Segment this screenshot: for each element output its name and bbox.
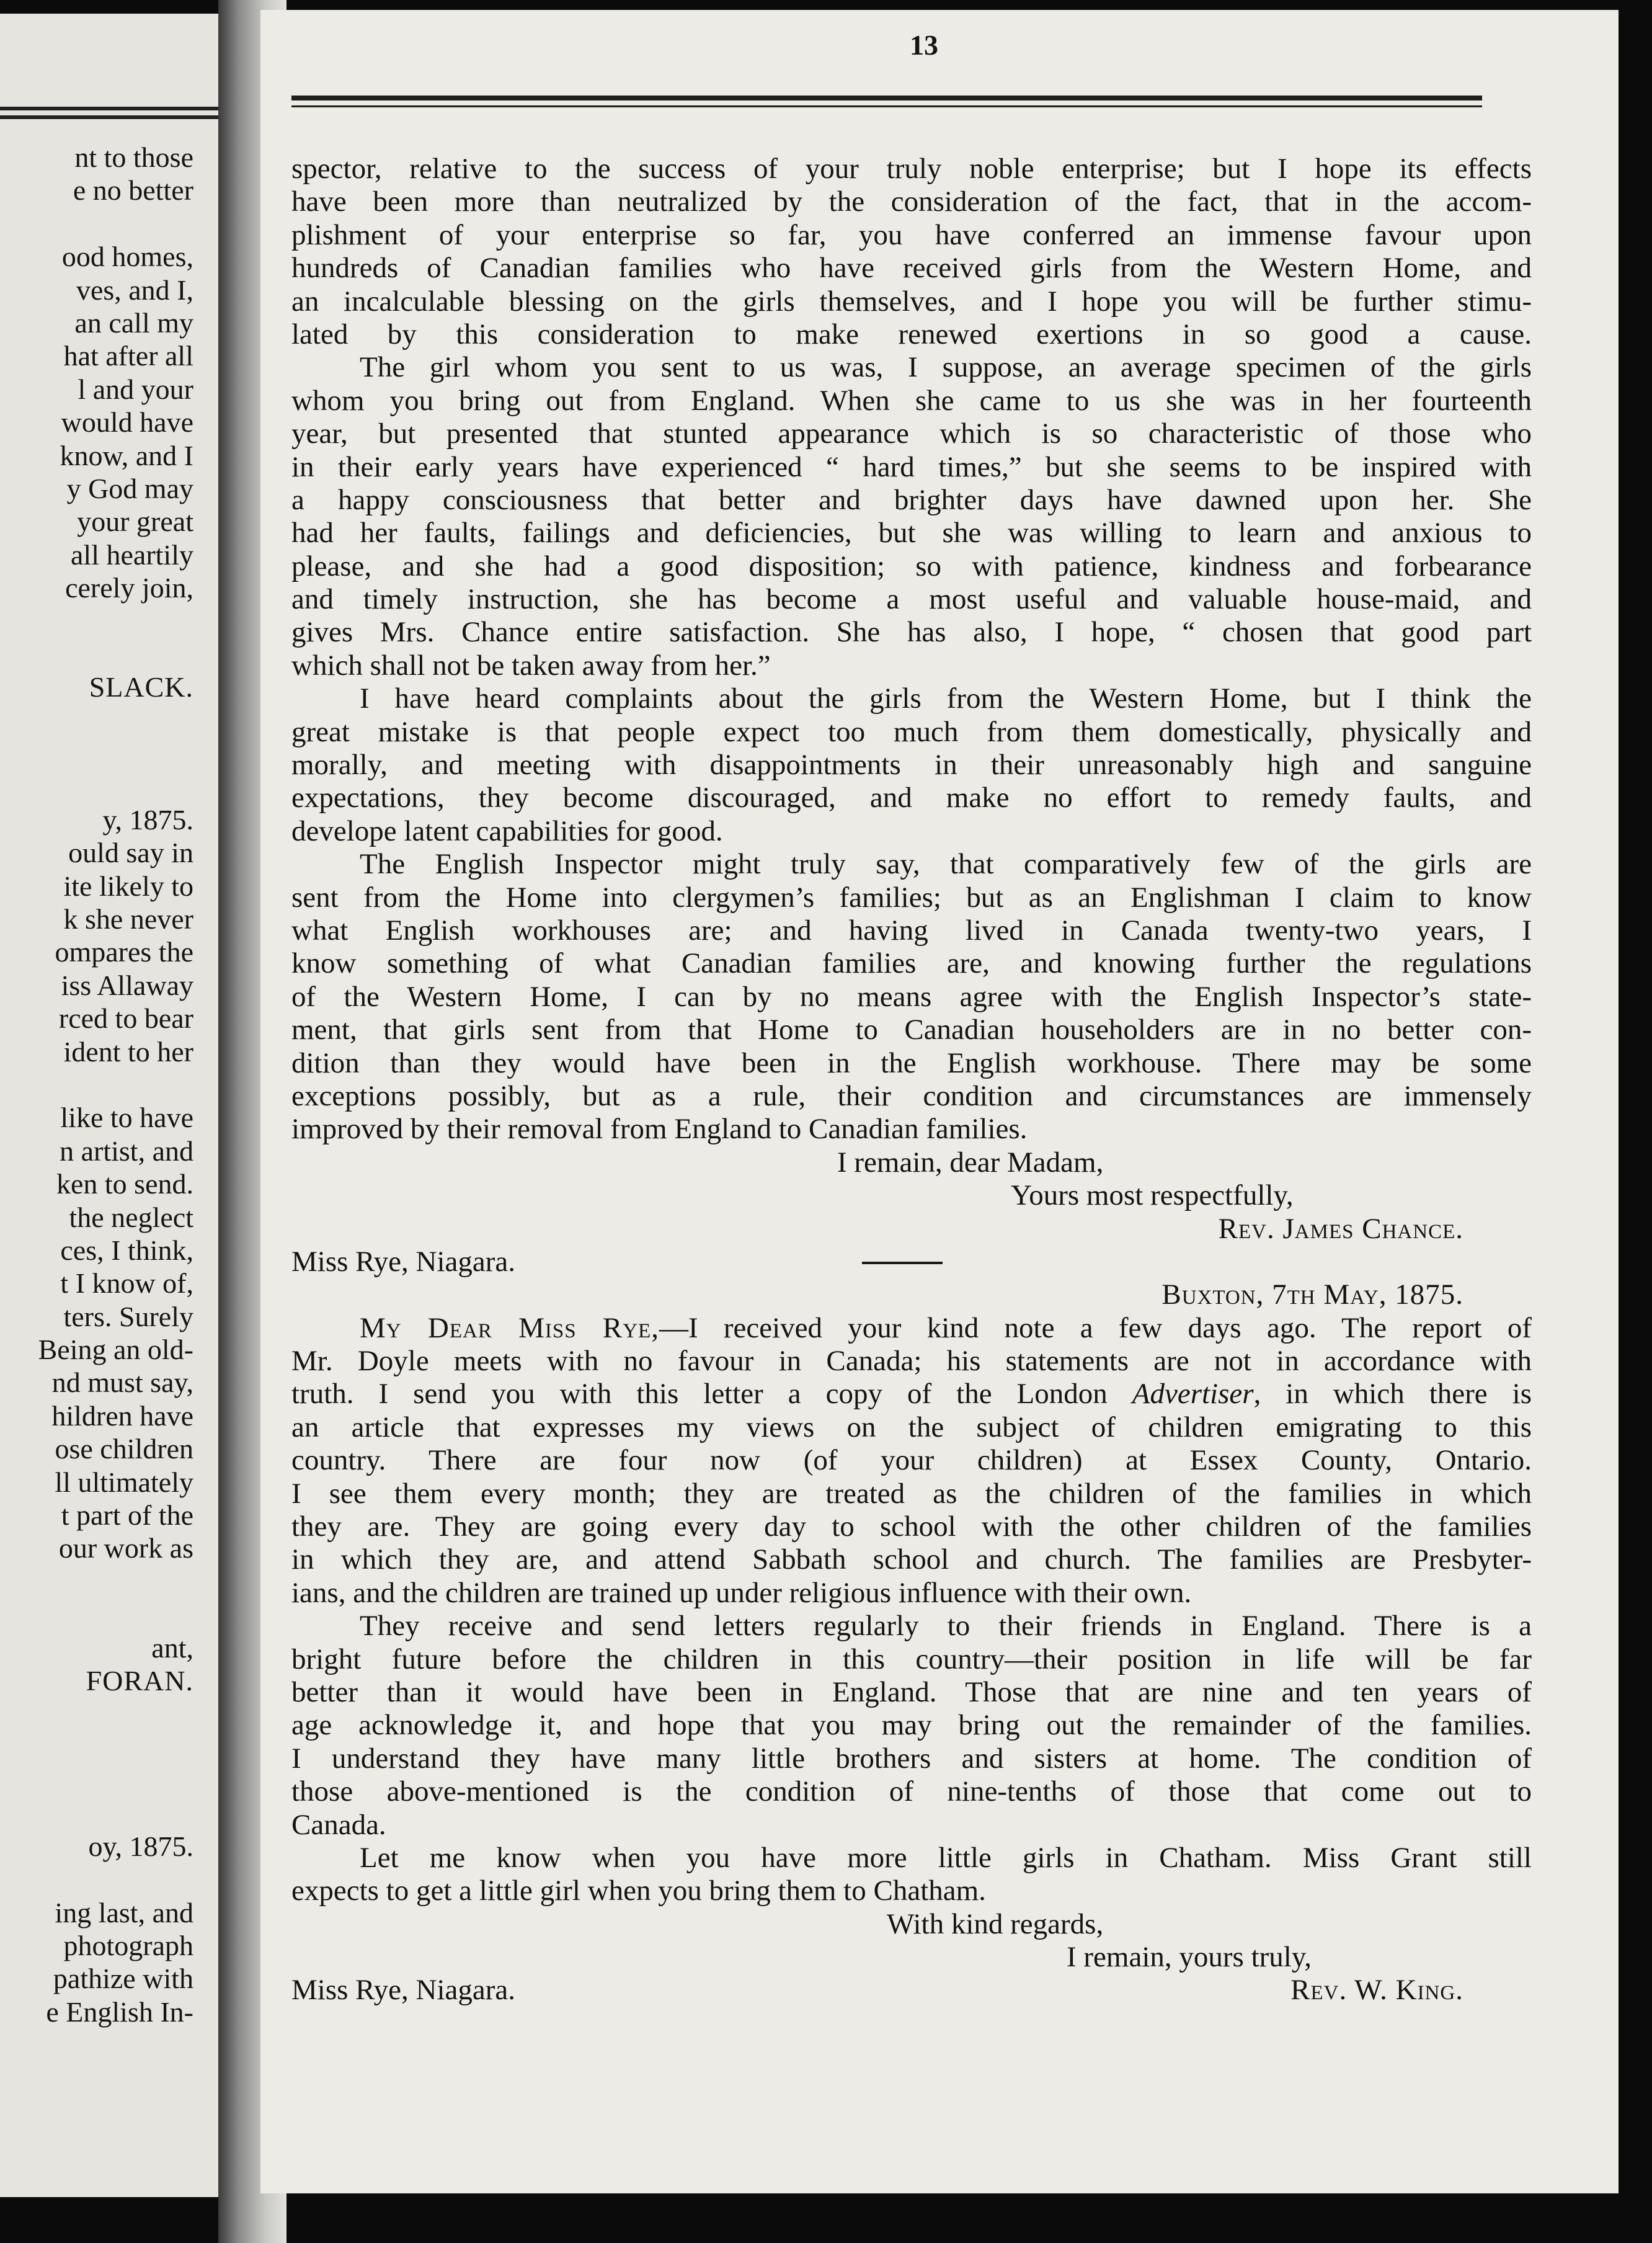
- fragment-line: [0, 1697, 193, 1730]
- fragment-line: ves, and I,: [76, 274, 193, 306]
- text-line: better than it would have been in England. Those that are nine and ten years of: [291, 1675, 1532, 1708]
- fragment-line: n artist, and: [60, 1135, 193, 1167]
- text-line: those above-mentioned is the condition of nine-tenths of those that come out to: [291, 1775, 1532, 1808]
- text-line: morally, and meeting with disappointments in their unreasonably high and sanguine: [291, 749, 1532, 782]
- fragment-line: y God may: [66, 472, 193, 504]
- header-rule-thick: [291, 96, 1482, 100]
- letter2-paragraph2: [291, 1610, 1532, 1842]
- previous-page-text-column: [0, 141, 193, 2028]
- text-line: lated by this consideration to make renewed exertions in so good a cause.: [291, 318, 1532, 350]
- letter1-signature: Rev. James Chance.: [1218, 1212, 1463, 1245]
- text-line: Let me know when you have more little girls in Chatham. Miss Grant still: [360, 1841, 1532, 1874]
- text-line: an incalculable blessing on the girls themselves, and I hope you will be further stimu-: [291, 285, 1532, 318]
- header-rule-thin: [291, 105, 1482, 107]
- fragment-line: [0, 638, 193, 671]
- text-line: I understand they have many little brothers and sisters at home. The condition of: [291, 1742, 1532, 1775]
- fragment-line: [0, 1797, 193, 1830]
- fragment-line: [0, 737, 193, 770]
- text-line: expects to get a little girl when you bring them to Chatham.: [291, 1875, 986, 1907]
- text-line: ians, and the children are trained up under religious influence with their own.: [291, 1576, 1192, 1609]
- letter2-addressee: Miss Rye, Niagara.: [291, 1974, 515, 2007]
- text-span: , in which there is: [1253, 1378, 1532, 1411]
- fragment-line: rced to bear: [58, 1002, 193, 1035]
- fragment-line: t I know of,: [60, 1267, 193, 1300]
- fragment-line: Being an old-: [38, 1334, 193, 1366]
- previous-page-fragment: [0, 14, 218, 2197]
- fragment-line: ould say in: [68, 837, 193, 869]
- text-line: great mistake is that people expect too much from them domestically, physically and: [291, 715, 1532, 748]
- fragment-line: [0, 704, 193, 737]
- letter-separator: [862, 1262, 943, 1264]
- fragment-line: [0, 1731, 193, 1764]
- text-line: plishment of your enterprise so far, you have conferred an immense favour upon: [291, 218, 1532, 251]
- text-line: of the Western Home, I can by no means agree with the English Inspector’s state-: [291, 980, 1532, 1013]
- fragment-line: like to have: [60, 1102, 193, 1134]
- fragment-line: ose children: [55, 1433, 193, 1465]
- fragment-line: your great: [77, 506, 193, 538]
- fragment-line: iss Allaway: [61, 969, 193, 1001]
- fragment-line: FORAN.: [86, 1664, 193, 1697]
- text-line: sent from the Home into clergymen’s families; but as an Englishman I claim to know: [291, 881, 1532, 914]
- letter1-closing-line2: Yours most respectfully,: [1011, 1179, 1294, 1212]
- fragment-line: e no better: [73, 174, 193, 207]
- fragment-line: ing last, and: [55, 1896, 193, 1929]
- text-line: know something of what Canadian families are, and knowing further the regulations: [291, 947, 1532, 980]
- text-line: develope latent capabilities for good.: [291, 814, 723, 847]
- fragment-line: ters. Surely: [63, 1300, 193, 1332]
- fragment-line: [0, 1863, 193, 1896]
- text-line: I see them every month; they are treated as the children of the families in which: [291, 1477, 1532, 1510]
- fragment-line: ood homes,: [61, 241, 193, 273]
- fragment-line: oy, 1875.: [88, 1830, 193, 1862]
- letter1-paragraph3: [291, 682, 1532, 848]
- fragment-line: would have: [61, 406, 193, 439]
- text-line: had her faults, failings and deficiencies, but she was willing to learn and anxious to: [291, 517, 1532, 550]
- text-line: The English Inspector might truly say, that comparatively few of the girls are: [360, 848, 1532, 881]
- fragment-line: y, 1875.: [102, 803, 193, 836]
- letter1-closing-line1: I remain, dear Madam,: [837, 1146, 1104, 1179]
- fragment-line: photograph: [63, 1930, 193, 1962]
- letter1-paragraph4: [291, 848, 1532, 1146]
- letter1-paragraph1: [291, 153, 1532, 351]
- fragment-line: all heartily: [71, 538, 193, 571]
- letter2-dateline: Buxton, 7th May, 1875.: [1161, 1278, 1463, 1311]
- fragment-line: t part of the: [61, 1499, 193, 1532]
- text-line: [291, 1312, 1532, 1345]
- text-line: The girl whom you sent to us was, I suppose, an average specimen of the girls: [360, 351, 1532, 384]
- fragment-line: SLACK.: [89, 671, 193, 703]
- fragment-line: [0, 1598, 193, 1631]
- fragment-line: hat after all: [63, 340, 193, 372]
- fragment-line: ite likely to: [63, 870, 193, 902]
- fragment-line: nt to those: [74, 141, 193, 173]
- letter2-addressee-line: [291, 1974, 1532, 2007]
- text-line: hundreds of Canadian families who have received girls from the Western Home, and: [291, 252, 1532, 285]
- fragment-line: ompares the: [55, 936, 193, 968]
- text-line: they are. They are going every day to school with the other children of the families: [291, 1510, 1532, 1543]
- fragment-line: hildren have: [51, 1399, 193, 1432]
- letter1-addressee: Miss Rye, Niagara.: [291, 1245, 515, 1278]
- text-line: please, and she had a good disposition; so with patience, kindness and forbearance: [291, 550, 1532, 582]
- text-span: truth. I send you with this letter a copy of the London: [291, 1378, 1132, 1411]
- fragment-line: nd must say,: [51, 1367, 193, 1399]
- text-line: ment, that girls sent from that Home to Canadian householders are in no better con-: [291, 1014, 1532, 1046]
- letter2-paragraph3: [291, 1842, 1532, 1908]
- text-line: exceptions possibly, but as a rule, their condition and circumstances are immensely: [291, 1079, 1532, 1112]
- fragment-line: ken to send.: [56, 1168, 193, 1200]
- fragment-line: an call my: [74, 306, 193, 339]
- text-line: year, but presented that stunted appearance which is so characteristic of those who: [291, 417, 1532, 450]
- letter1-addressee-line: [291, 1246, 1532, 1278]
- text-line: gives Mrs. Chance entire satisfaction. She has also, I hope, “ chosen that good part: [291, 616, 1532, 649]
- fragment-line: ant,: [151, 1631, 193, 1664]
- fragment-line: ll ultimately: [55, 1466, 193, 1498]
- text-line: expectations, they become discouraged, and make no effort to remedy faults, and: [291, 782, 1532, 814]
- fragment-line: cerely join,: [65, 572, 193, 604]
- fragment-line: [0, 207, 193, 240]
- text-line: a happy consciousness that better and brighter days have dawned upon her. She: [291, 483, 1532, 516]
- fragment-line: our work as: [58, 1532, 193, 1564]
- text-line: [291, 1378, 1532, 1411]
- text-line: improved by their removal from England to Canadian families.: [291, 1113, 1028, 1146]
- fragment-line: e English In-: [46, 1996, 193, 2028]
- text-line: age acknowledge it, and hope that you may bring out the remainder of the families.: [291, 1709, 1532, 1742]
- document-page: [260, 10, 1619, 2193]
- text-line: have been more than neutralized by the consideration of the fact, that in the accom-: [291, 185, 1532, 218]
- text-line: I have heard complaints about the girls from the Western Home, but I think the: [360, 682, 1532, 715]
- fragment-line: l and your: [78, 373, 193, 405]
- letter2-closing-line2: I remain, yours truly,: [1067, 1941, 1312, 1974]
- letter2-signature: Rev. W. King.: [1290, 1974, 1463, 2007]
- text-line: spector, relative to the success of your truly noble enterprise; but I hope its effects: [291, 153, 1532, 185]
- text-line: bright future before the children in this country—their position in life will be far: [291, 1643, 1532, 1675]
- text-line: Mr. Doyle meets with no favour in Canada; his statements are not in accordance with: [291, 1345, 1532, 1378]
- letter1-paragraph2: [291, 351, 1532, 682]
- previous-page-rules: [0, 107, 218, 124]
- text-span: —I received your kind note a few days ago. The report of: [659, 1311, 1532, 1344]
- text-line: in their early years have experienced “ hard times,” but she seems to be inspired with: [291, 450, 1532, 483]
- fragment-line: k she never: [63, 903, 193, 935]
- fragment-line: [0, 1764, 193, 1796]
- text-line: what English workhouses are; and having lived in Canada twenty-two years, I: [291, 914, 1532, 947]
- fragment-line: [0, 770, 193, 803]
- text-line: They receive and send letters regularly to their friends in England. There is a: [360, 1610, 1532, 1643]
- fragment-line: [0, 1565, 193, 1598]
- text-line: country. There are four now (of your children) at Essex County, Ontario.: [291, 1444, 1532, 1477]
- fragment-line: know, and I: [60, 439, 193, 471]
- text-line: dition than they would have been in the English workhouse. There may be some: [291, 1046, 1532, 1079]
- text-line: whom you bring out from England. When she came to us she was in her fourteenth: [291, 384, 1532, 417]
- text-line: Canada.: [291, 1808, 386, 1841]
- text-line: and timely instruction, she has become a most useful and valuable house-maid, and: [291, 583, 1532, 616]
- page-number: 13: [910, 29, 938, 61]
- text-line: in which they are, and attend Sabbath school and church. The families are Presbyter-: [291, 1543, 1532, 1576]
- text-line: an article that expresses my views on the subject of children emigrating to this: [291, 1411, 1532, 1443]
- fragment-line: pathize with: [53, 1963, 193, 1995]
- letter2-salutation: My Dear Miss Rye,: [360, 1311, 659, 1344]
- fragment-line: ces, I think,: [60, 1234, 193, 1266]
- fragment-line: [0, 1068, 193, 1101]
- fragment-line: the neglect: [69, 1201, 193, 1233]
- letter2-paragraph1: [291, 1312, 1532, 1610]
- fragment-line: ident to her: [63, 1035, 193, 1068]
- letter2-closing-line1: With kind regards,: [887, 1907, 1104, 1940]
- newspaper-title: Advertiser: [1132, 1378, 1254, 1411]
- letter-body: [291, 153, 1532, 2007]
- text-line: which shall not be taken away from her.”: [291, 649, 771, 682]
- fragment-line: [0, 604, 193, 637]
